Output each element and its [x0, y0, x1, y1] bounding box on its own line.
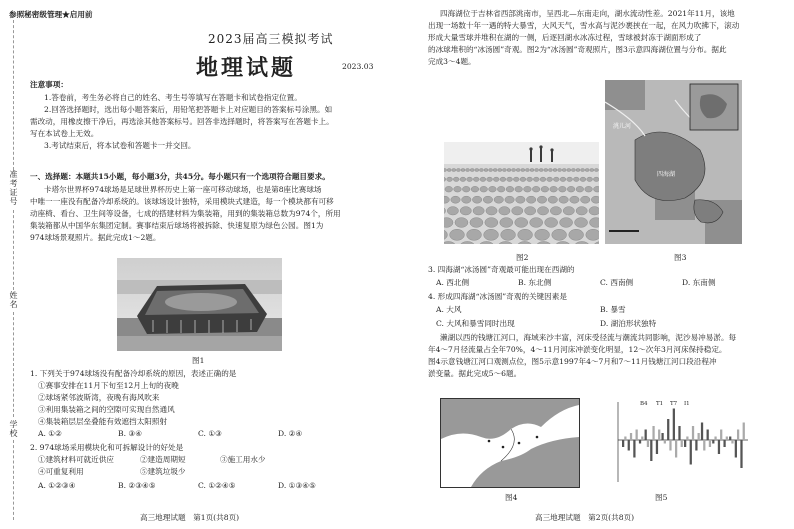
chart-bar: [714, 437, 716, 441]
side-label-school: 学校: [9, 420, 18, 438]
chart-bar: [723, 440, 725, 447]
chart-bar: [622, 440, 624, 447]
ice-ball-photo: [444, 142, 599, 244]
chart-bar: [661, 433, 663, 440]
notice-item: 3.考试结束后，将本试卷和答题卡一并交回。: [44, 141, 196, 150]
q1-stem: 1. 下列关于974球场没有配备冷却系统的原因，表述正确的是: [30, 369, 237, 378]
q2-item: ④可重复利用: [38, 467, 84, 476]
chart-bar: [735, 440, 737, 458]
q4-option-c[interactable]: C. 大风和暴雪同时出现: [436, 319, 515, 328]
chart-bar: [641, 437, 643, 441]
chart-bar: [656, 440, 658, 454]
side-label-name: 姓名: [9, 291, 18, 309]
chart-bar: [630, 433, 632, 440]
chart-bar: [678, 426, 680, 440]
chart-bar: [675, 440, 677, 458]
exam-date: 2023.03: [342, 62, 374, 71]
chart-station-label: T7: [670, 401, 678, 407]
q2-item: ③施工用水少: [220, 455, 266, 464]
q1-item: ③利用集装箱之间的空隙可实现自然通风: [38, 405, 175, 414]
lake-passage: [428, 8, 788, 68]
map-lake-label: 四海湖: [657, 171, 676, 178]
q3-option-a[interactable]: A. 西北侧: [436, 278, 470, 287]
chart-bar: [737, 430, 739, 441]
q1-item: ④集装箱层层垒叠能有效遮挡太阳照射: [38, 417, 168, 426]
figure1-caption: 图1: [192, 356, 205, 365]
q2-stem: 2. 974球场采用模块化和可拆解设计的好处是: [30, 443, 184, 452]
stadium-photo: [117, 258, 282, 351]
chart-bar: [729, 437, 731, 441]
chart-bar: [628, 440, 630, 451]
chart-bar: [692, 426, 694, 440]
figure3-caption: 图3: [674, 253, 687, 262]
chart-bar: [703, 440, 705, 451]
chart-bar: [645, 430, 647, 441]
passage-line: 形成大量雪球并堆积在湖的一侧，后逐回湖水冰冻过程，雪球被封冻于湖面形成了: [428, 33, 702, 42]
stadium-passage: [30, 184, 398, 244]
q4-stem: 4. 形成四海湖“冰汤圆”奇观的关键因素是: [428, 292, 567, 301]
chart-bar: [652, 426, 654, 440]
estuary-map: [440, 398, 580, 488]
q1-item: ①赛事安排在11月下旬至12月上旬的夜晚: [38, 381, 179, 390]
footer-right: 高三地理试题 第2页(共8页): [535, 513, 635, 522]
chart-bar: [624, 437, 626, 441]
chart-bar: [667, 419, 669, 440]
figure5-caption: 图5: [655, 493, 668, 502]
q4-option-d[interactable]: D. 湖泊形状独特: [600, 319, 657, 328]
chart-bar: [684, 440, 686, 447]
passage-line: 濑湖以西的钱塘江河口，海域来沙丰富，河床受径流与潮流共同影响，泥沙易冲易淤。每: [440, 333, 737, 342]
passage-line: 出现一场数十年一遇的特大暴雪，大风天气，雪水高与泥沙裹挟在一起，在风力吹拂下，滚动: [428, 21, 740, 30]
chart-bar: [707, 430, 709, 441]
chart-bar: [709, 440, 711, 447]
passage-line: 集装箱都从中国华东集团定制。赛事结束后球场将被拆除、快速复原为绿色公园。图1为: [30, 221, 324, 230]
river-passage: [428, 332, 788, 380]
chart-bar: [669, 440, 671, 451]
chart-bar: [664, 440, 666, 444]
figure4-caption: 图4: [505, 493, 518, 502]
lake-map: [605, 80, 742, 244]
q4-option-b[interactable]: B. 暴雪: [600, 305, 626, 314]
passage-line: 图4示意钱塘江河口观测点位，图5示意1997年4～7月和7～11月钱塘江河口段沿程冲: [428, 357, 717, 366]
chart-bar: [690, 440, 692, 465]
passage-line: 完成3～4题。: [428, 57, 476, 66]
q3-option-b[interactable]: B. 东北侧: [518, 278, 552, 287]
binding-line: [13, 210, 14, 290]
binding-line: [13, 440, 14, 520]
q2-option-b[interactable]: B. ②③④⑤: [118, 481, 156, 490]
chart-bar: [658, 430, 660, 441]
q2-option-c[interactable]: C. ①②④⑤: [198, 481, 236, 490]
passage-line: 974球场景观照片。据此完成1～2题。: [30, 233, 161, 242]
q2-item: ⑤建筑垃圾少: [140, 467, 186, 476]
notice-item: 写在本试卷上无效。: [30, 129, 99, 138]
section-heading: 一、选择题：本题共15小题，每小题3分，共45分。每小题只有一个选项符合题目要求。: [30, 172, 330, 181]
map-river-label: 洮儿河: [613, 123, 632, 130]
q2-item: ②建造周期短: [140, 455, 186, 464]
chart-station-label: T1: [656, 401, 664, 407]
notice-list: [30, 92, 398, 152]
chart-bar: [695, 440, 697, 451]
passage-line: 淤变量。据此完成5～6题。: [428, 369, 522, 378]
chart-bar: [686, 437, 688, 441]
passage-line: 卡塔尔世界杯974球场是足球世界杯历史上第一座可移动球场，也是第8座比赛球场: [44, 185, 322, 194]
passage-line: 中唯一一座没有配备冷却系统的。该球场设计独特，采用模块式建造，每一个模块都有可移: [30, 197, 334, 206]
chart-bar: [740, 440, 742, 468]
deposition-chart: [612, 398, 752, 486]
chart-bar: [639, 440, 641, 444]
chart-bar: [720, 430, 722, 441]
chart-bar: [673, 409, 675, 441]
chart-station-label: I1: [684, 401, 690, 407]
q4-option-a[interactable]: A. 大风: [436, 305, 462, 314]
notice-heading: 注意事项：: [30, 80, 68, 89]
chart-bar: [701, 423, 703, 441]
binding-line: [13, 312, 14, 417]
q1-option-d[interactable]: D. ②④: [278, 429, 303, 438]
notice-item: 需改动，用橡皮擦干净后，再选涂其他答案标号。回答非选择题时，将答案写在答题卡上。: [30, 117, 334, 126]
chart-bar: [636, 430, 638, 441]
figure2-caption: 图2: [516, 253, 529, 262]
chart-bar: [712, 440, 714, 444]
chart-bar: [718, 440, 720, 454]
q3-option-d[interactable]: D. 东南侧: [682, 278, 716, 287]
q2-option-a[interactable]: A. ①②③④: [38, 481, 76, 490]
chart-bar: [647, 440, 649, 447]
notice-item: 1.答卷前，考生务必将自己的姓名、考生号等填写在答题卡和试卷指定位置。: [44, 93, 302, 102]
passage-line: 年4～7月径流量占全年70%，4～11月河床冲淤变化明显，12～次年3月河床保持稳定。: [428, 345, 727, 354]
subject-title: 地理试题: [196, 55, 297, 81]
chart-bar: [650, 440, 652, 461]
side-label-exam-number: 准考证号: [9, 170, 18, 206]
q2-option-d[interactable]: D. ①③④⑤: [278, 481, 316, 490]
chart-bar: [633, 440, 635, 458]
chart-station-label: B4: [640, 401, 648, 407]
footer-left: 高三地理试题 第1页(共8页): [140, 513, 240, 522]
q1-option-a[interactable]: A. ①②: [38, 429, 62, 438]
exam-title: 2023届高三模拟考试: [208, 32, 334, 46]
q3-stem: 3. 四海湖“冰汤圆”奇观最可能出现在西湖的: [428, 265, 575, 274]
chart-bar: [681, 440, 683, 447]
notice-item: 2.回答选择题时，选出每小题答案后，用铅笔把答题卡上对应题目的答案标号涂黑。如: [44, 105, 333, 114]
q2-item: ①建筑材料可就近供应: [38, 455, 114, 464]
confidential-tag: 参照秘密级管理★启用前: [9, 10, 93, 19]
chart-bar: [698, 433, 700, 440]
chart-bar: [731, 440, 733, 444]
passage-line: 四海湖位于吉林省西部洮南市，呈西北—东南走向，湖水流动性差。2021年11月，该地: [440, 9, 735, 18]
q3-option-c[interactable]: C. 西南侧: [600, 278, 634, 287]
q1-option-c[interactable]: C. ①③: [198, 429, 222, 438]
binding-line: [13, 20, 14, 170]
q1-option-b[interactable]: B. ③④: [118, 429, 143, 438]
chart-bar: [726, 437, 728, 441]
q1-item: ②球场紧邻波斯湾，夜晚有海风吹来: [38, 393, 160, 402]
passage-line: 的冰球堆积的“冰汤圆”奇观。图2为“冰汤圆”奇观照片，图3示意四海湖位置与分布。据此: [428, 45, 727, 54]
passage-line: 动座椅、看台、卫生间等设备，七成的搭建材料为集装箱，用到的集装箱总数为974个，所用: [30, 209, 341, 218]
chart-bar: [743, 423, 745, 441]
